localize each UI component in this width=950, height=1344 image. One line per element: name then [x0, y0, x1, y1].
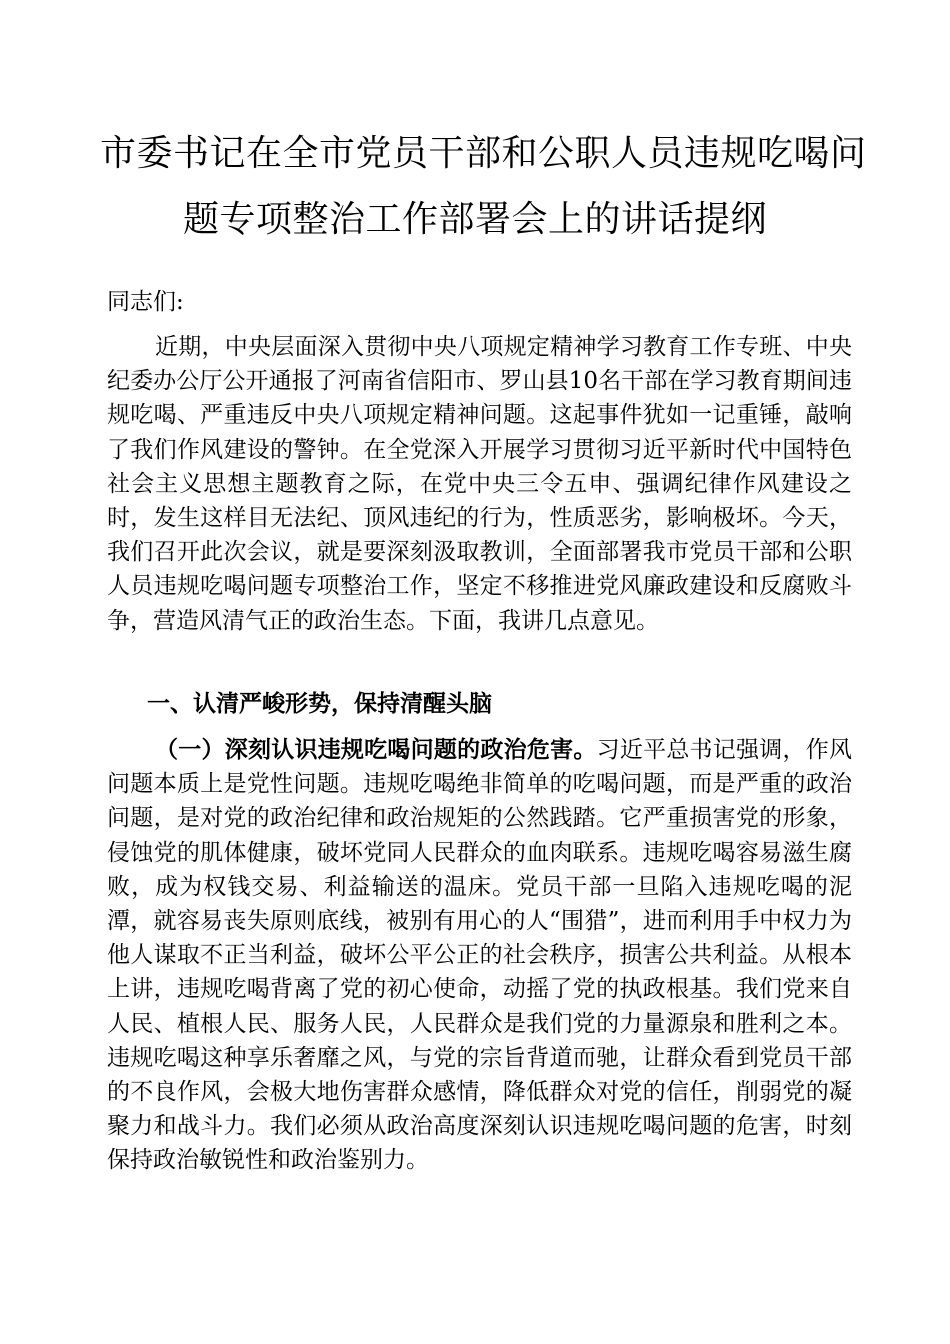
- intro-paragraph: 近期，中央层面深入贯彻中央八项规定精神学习教育工作专班、中央纪委办公厅公开通报了河南省信阳市、罗山县10名干部在学习教育期间违规吃喝、严重违反中央八项规定精神问题。这起事件犹如一记重锤，敲响了我们作风建设的警钟。在全党深入开展学习贯彻习近平新时代中国特色社会主义思想主题教育之际，在党中央三令五申、强调纪律作风建设之时，发生这样目无法纪、顶风违纪的行为，性质恶劣，影响极坏。今天，我们召开此次会议，就是要深刻汲取教训，全面部署我市党员干部和公职人员违规吃喝问题专项整治工作，坚定不移推进党风廉政建设和反腐败斗争，营造风清气正的政治生态。下面，我讲几点意见。: [107, 334, 852, 634]
- document-title-line-2: 题专项整治工作部署会上的讲话提纲: [182, 199, 767, 240]
- salutation: 同志们:: [107, 289, 184, 315]
- subsection-lead: （一）深刻认识违规吃喝问题的政治危害。: [155, 736, 597, 763]
- section-heading: 一、认清严峻形势，保持清醒头脑: [147, 690, 492, 717]
- subsection-text: 习近平总书记强调，作风问题本质上是党性问题。违规吃喝绝非简单的吃喝问题，而是严重的政治问题，是对党的政治纪律和政治规矩的公然践踏。它严重损害党的形象，侵蚀党的肌体健康，破坏党同人民群众的血肉联系。违规吃喝容易滋生腐败，成为权钱交易、利益输送的温床。党员干部一旦陷入违规吃喝的泥潭，就容易丧失原则底线，被别有用心的人“围猎”，进而利用手中权力为他人谋取不正当利益，破坏公平公正的社会秩序，损害公共利益。从根本上讲，违规吃喝背离了党的初心使命，动摇了党的执政根基。我们党来自人民、植根人民、服务人民，人民群众是我们党的力量源泉和胜利之本。违规吃喝这种享乐奢靡之风，与党的宗旨背道而驰，让群众看到党员干部的不良作风，会极大地伤害群众感情，降低群众对党的信任，削弱党的凝聚力和战斗力。我们必须从政治高度深刻认识违规吃喝问题的危害，时刻保持政治敏锐性和政治鉴别力。: [107, 737, 853, 1174]
- subsection-paragraph: [107, 733, 852, 1178]
- document-title-line-1: 市委书记在全市党员干部和公职人员违规吃喝问: [100, 133, 867, 174]
